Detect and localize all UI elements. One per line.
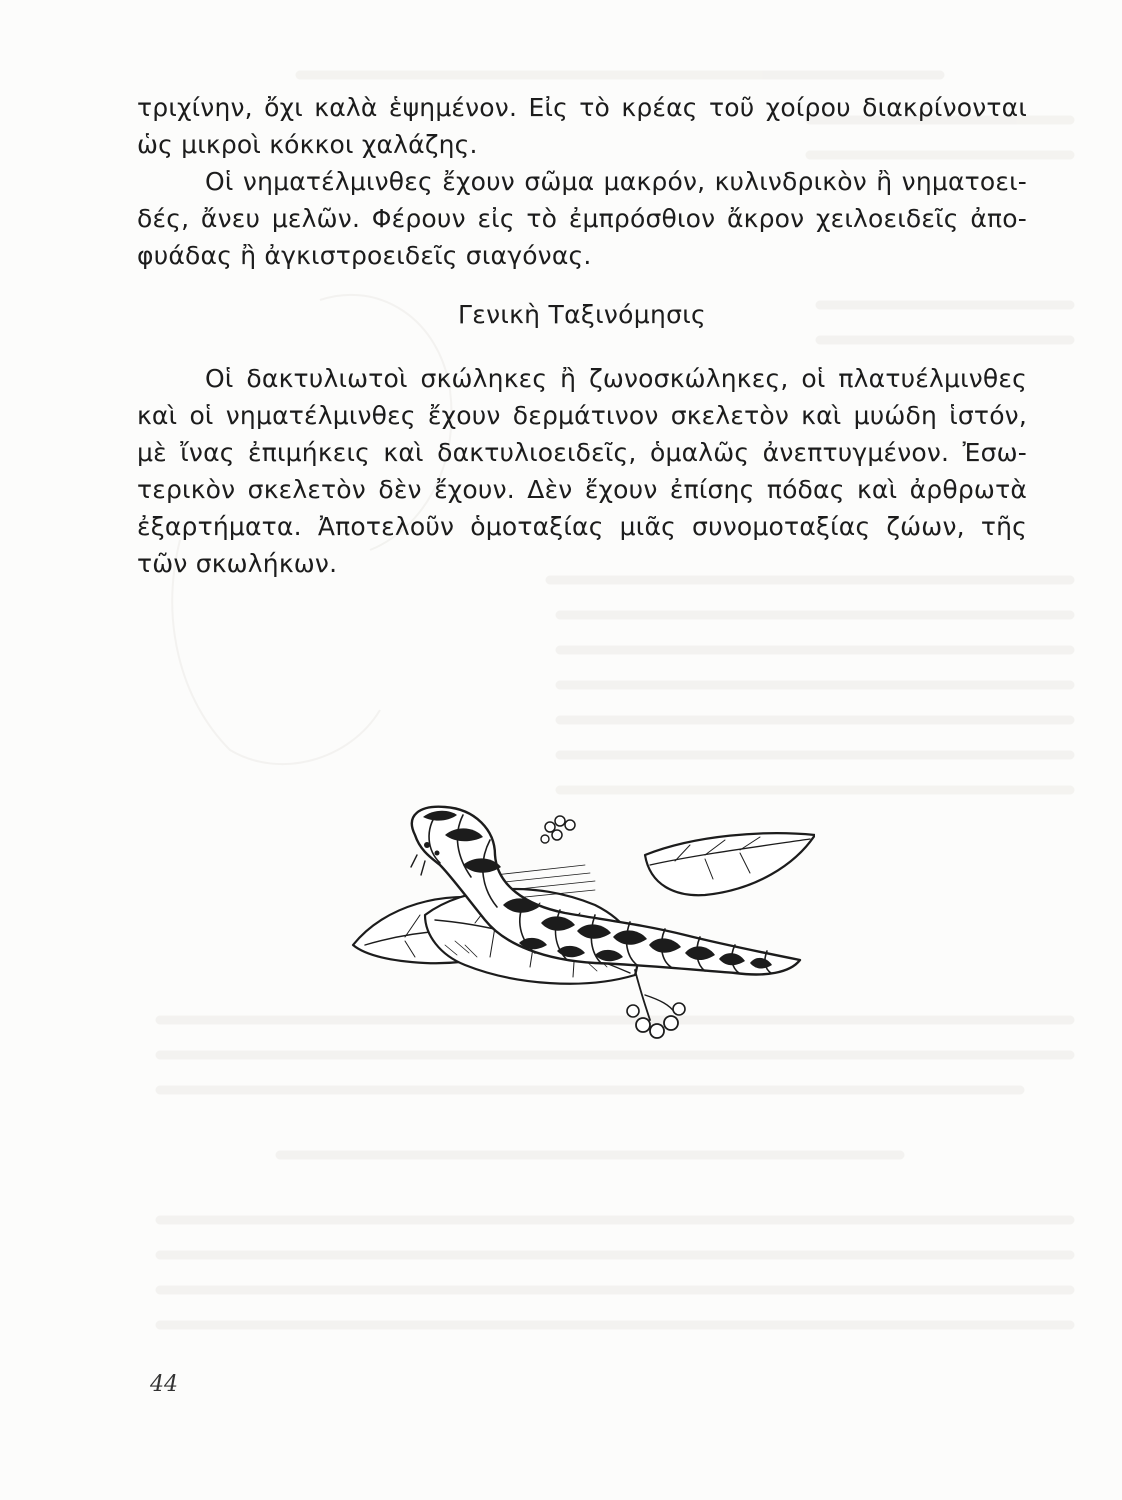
- paragraph-line: τερικὸν σκελετὸν δὲν ἔχουν. Δὲν ἔχουν ἐπίσης πόδας καὶ ἀρθρωτὰ: [137, 475, 1027, 504]
- page-number: 44: [150, 1372, 178, 1397]
- paragraph-line: ὡς μικροὶ κόκκοι χαλάζης.: [137, 130, 478, 159]
- paragraph-nematodes: [137, 163, 1027, 274]
- paragraph-trichina: [137, 89, 1027, 163]
- paragraph-line: τῶν σκωλήκων.: [137, 549, 338, 578]
- silkworm-illustration: [345, 795, 815, 1045]
- paragraph-line: τριχίνην, ὄχι καλὰ ἑψημένον. Εἰς τὸ κρέας τοῦ χοίρου διακρίνονται: [137, 93, 1027, 122]
- paragraph-line: δές, ἄνευ μελῶν. Φέρουν εἰς τὸ ἐμπρόσθιον ἄκρον χειλοειδεῖς ἀπο-: [137, 204, 1027, 233]
- paragraph-line: ἐξαρτήματα. Ἀποτελοῦν ὁμοταξίας μιᾶς συνομοταξίας ζώων, τῆς: [137, 512, 1027, 541]
- paragraph-line: μὲ ἴνας ἐπιμήκεις καὶ δακτυλιοειδεῖς, ὁμαλῶς ἀνεπτυγμένον. Ἐσω-: [137, 438, 1027, 467]
- paragraph-line: καὶ οἱ νηματέλμινθες ἔχουν δερμάτινον σκελετὸν καὶ μυώδη ἱστόν,: [137, 401, 1027, 430]
- paragraph-line: φυάδας ἢ ἀγκιστροειδεῖς σιαγόνας.: [137, 241, 592, 270]
- paragraph-line: Οἱ δακτυλιωτοὶ σκώληκες ἢ ζωνοσκώληκες, οἱ πλατυέλμινθες: [205, 364, 1027, 393]
- section-heading: Γενικὴ Ταξινόμησις: [458, 300, 706, 329]
- paragraph-line: Οἱ νηματέλμινθες ἔχουν σῶμα μακρόν, κυλινδρικὸν ἢ νηματοει-: [205, 167, 1027, 196]
- paragraph-classification: [137, 360, 1027, 582]
